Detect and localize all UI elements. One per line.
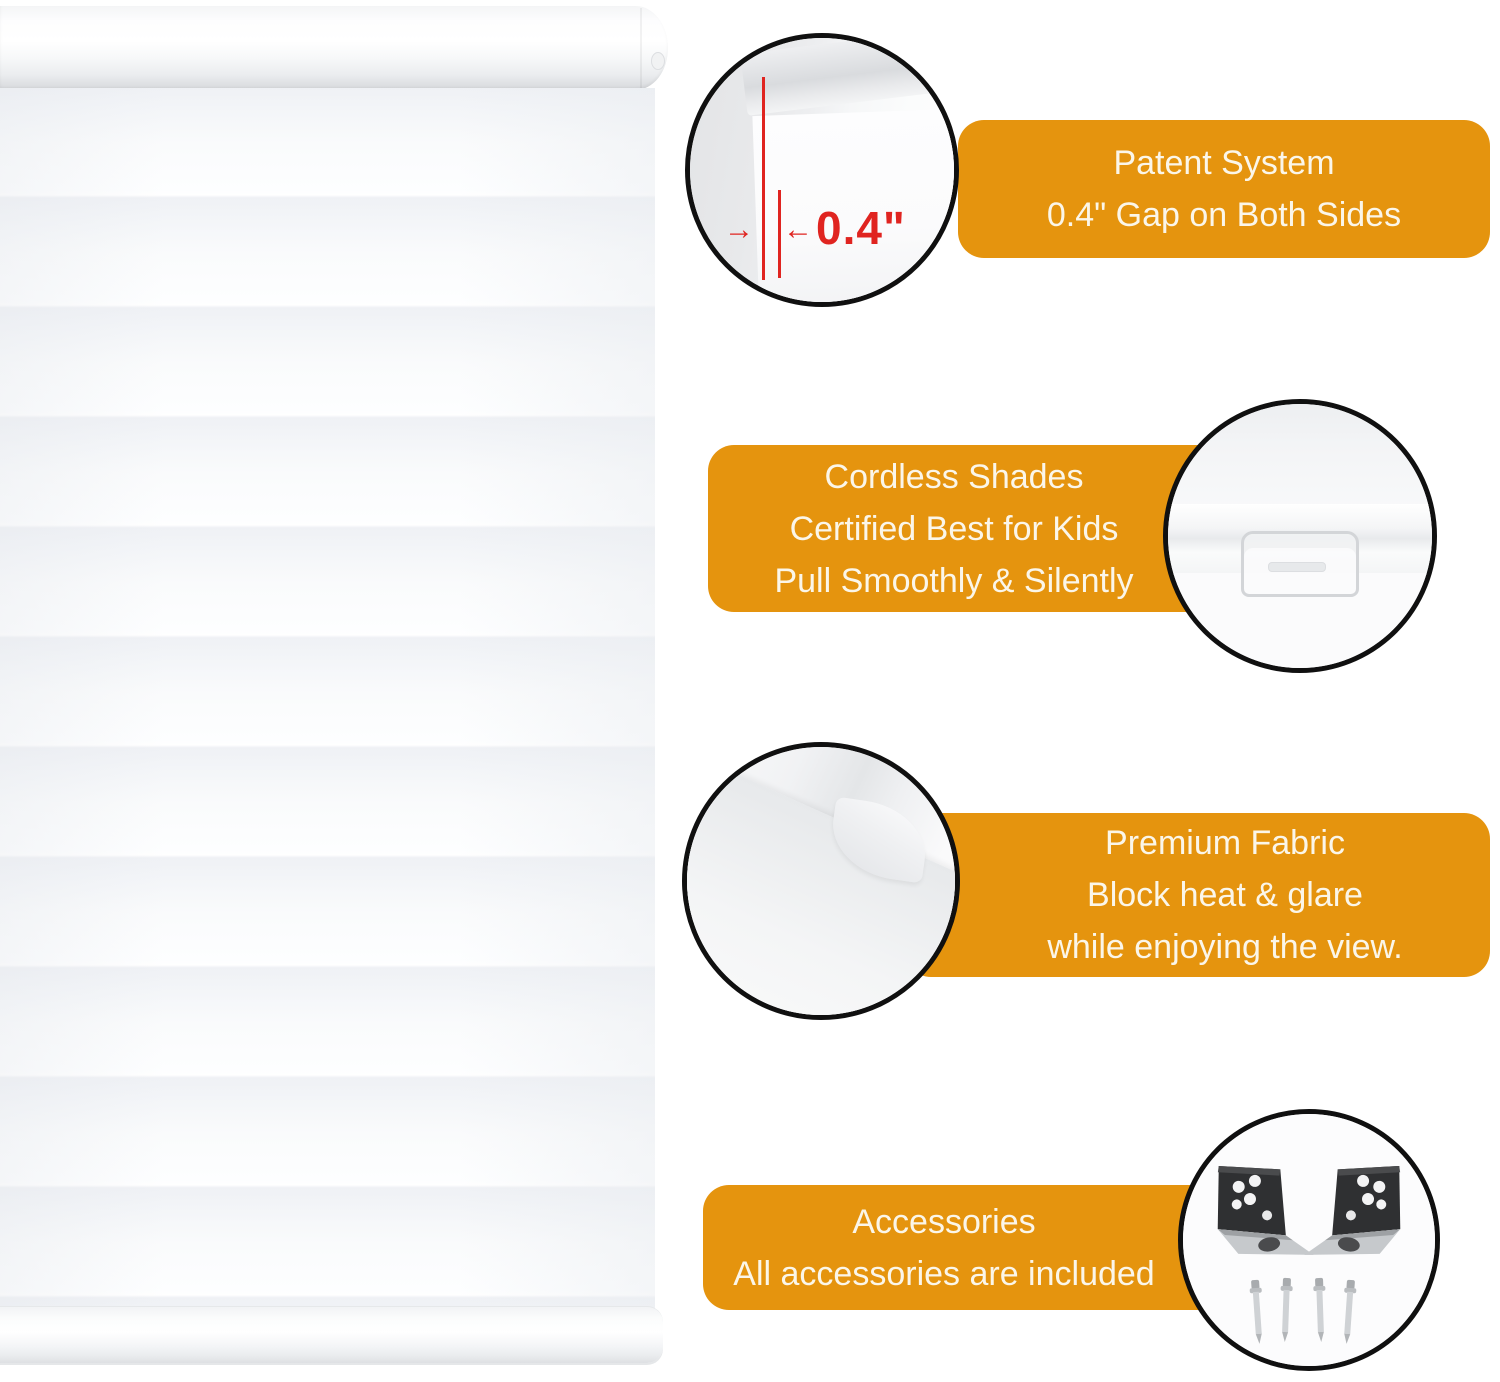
banner-line: while enjoying the view.	[1047, 928, 1403, 966]
gap-measure-line	[778, 190, 781, 278]
banner-patent-system	[958, 120, 1490, 258]
screws-icon	[1249, 1278, 1357, 1344]
fabric-detail-photo	[682, 742, 960, 1020]
mounting-hardware-illustration	[1183, 1114, 1435, 1366]
banner-line: Patent System	[1113, 144, 1335, 182]
gap-measurement-label: 0.4"	[816, 202, 906, 254]
banner-line: Premium Fabric	[1105, 824, 1345, 862]
fabric-above-rail	[1163, 399, 1437, 510]
banner-line: Certified Best for Kids	[789, 509, 1119, 548]
gap-arrow-right-icon: →	[724, 213, 754, 246]
gap-detail-photo	[685, 33, 959, 307]
banner-premium-fabric	[905, 813, 1490, 977]
bracket-left-icon	[1207, 1152, 1314, 1270]
shade-bottom-rail	[0, 1306, 663, 1363]
accessories-photo	[1178, 1109, 1440, 1371]
banner-line: All accessories are included	[733, 1254, 1155, 1293]
shade-fabric	[0, 88, 655, 1308]
headrail-end-cap	[651, 52, 665, 70]
banner-line: 0.4" Gap on Both Sides	[1046, 196, 1402, 234]
shade-headrail	[0, 6, 668, 90]
gap-arrow-left-icon: ←	[783, 213, 813, 246]
clear-pull-handle	[1241, 531, 1359, 597]
banner-line: Accessories	[852, 1202, 1036, 1241]
banner-line: Pull Smoothly & Silently	[774, 561, 1134, 600]
gap-measure-line	[762, 77, 765, 280]
banner-line: Cordless Shades	[824, 457, 1084, 496]
bracket-right-icon	[1304, 1152, 1411, 1270]
cordless-handle-photo	[1163, 399, 1437, 673]
banner-line: Block heat & glare	[1087, 876, 1363, 914]
